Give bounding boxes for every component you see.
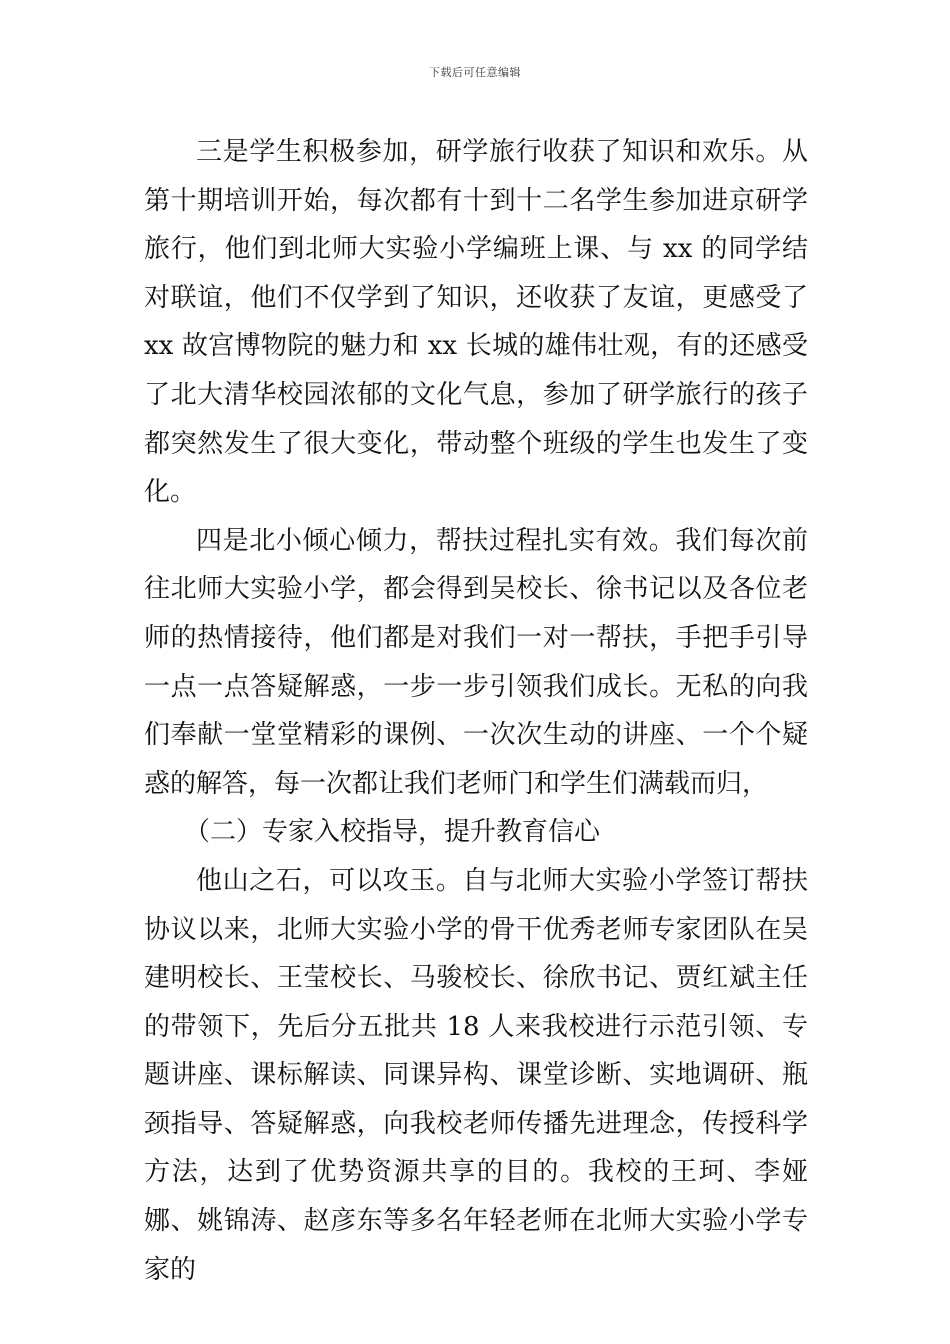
section-subheading: （二）专家入校指导，提升教育信心 <box>184 817 601 848</box>
paragraph-students-study-tour: 三是学生积极参加，研学旅行收获了知识和欢乐。从第十期培训开始，每次都有十到十二名学生参加进京研学旅行，他们到北师大实验小学编班上课、与 xx 的同学结对联谊，他们不仅学到了知识，还收获了友谊，更感受了 xx 故宫博物院的魅力和 xx 长城的雄伟壮观，有的还感受了北大清华校园浓郁的文化气息，参加了研学旅行的孩子都突然发生了很大变化，带动整个班级的学生也发生了变化。 <box>144 137 808 508</box>
paragraph-school-support: 四是北小倾心倾力，帮扶过程扎实有效。我们每次前往北师大实验小学，都会得到吴校长、徐书记以及各位老师的热情接待，他们都是对我们一对一帮扶，手把手引导一点一点答疑解惑，一步一步引领我们成长。无私的向我们奉献一堂堂精彩的课例、一次次生动的讲座、一个个疑惑的解答，每一次都让我们老师门和学生们满载而归， <box>144 525 808 799</box>
page-header-note: 下载后可任意编辑 <box>429 66 521 79</box>
paragraph-expert-guidance: 他山之石，可以攻玉。自与北师大实验小学签订帮扶协议以来，北师大实验小学的骨干优秀老师专家团队在吴建明校长、王莹校长、马骏校长、徐欣书记、贾红斌主任的带领下，先后分五批共 18 人来我校进行示范引领、专题讲座、课标解读、同课异构、课堂诊断、实地调研、瓶颈指导、答疑解惑，向我校老师传播先进理念，传授科学方法，达到了优势资源共享的目的。我校的王珂、李娅娜、姚锦涛、赵彦东等多名年轻老师在北师大实验小学专家的 <box>144 865 808 1285</box>
document-body <box>144 128 808 1294</box>
